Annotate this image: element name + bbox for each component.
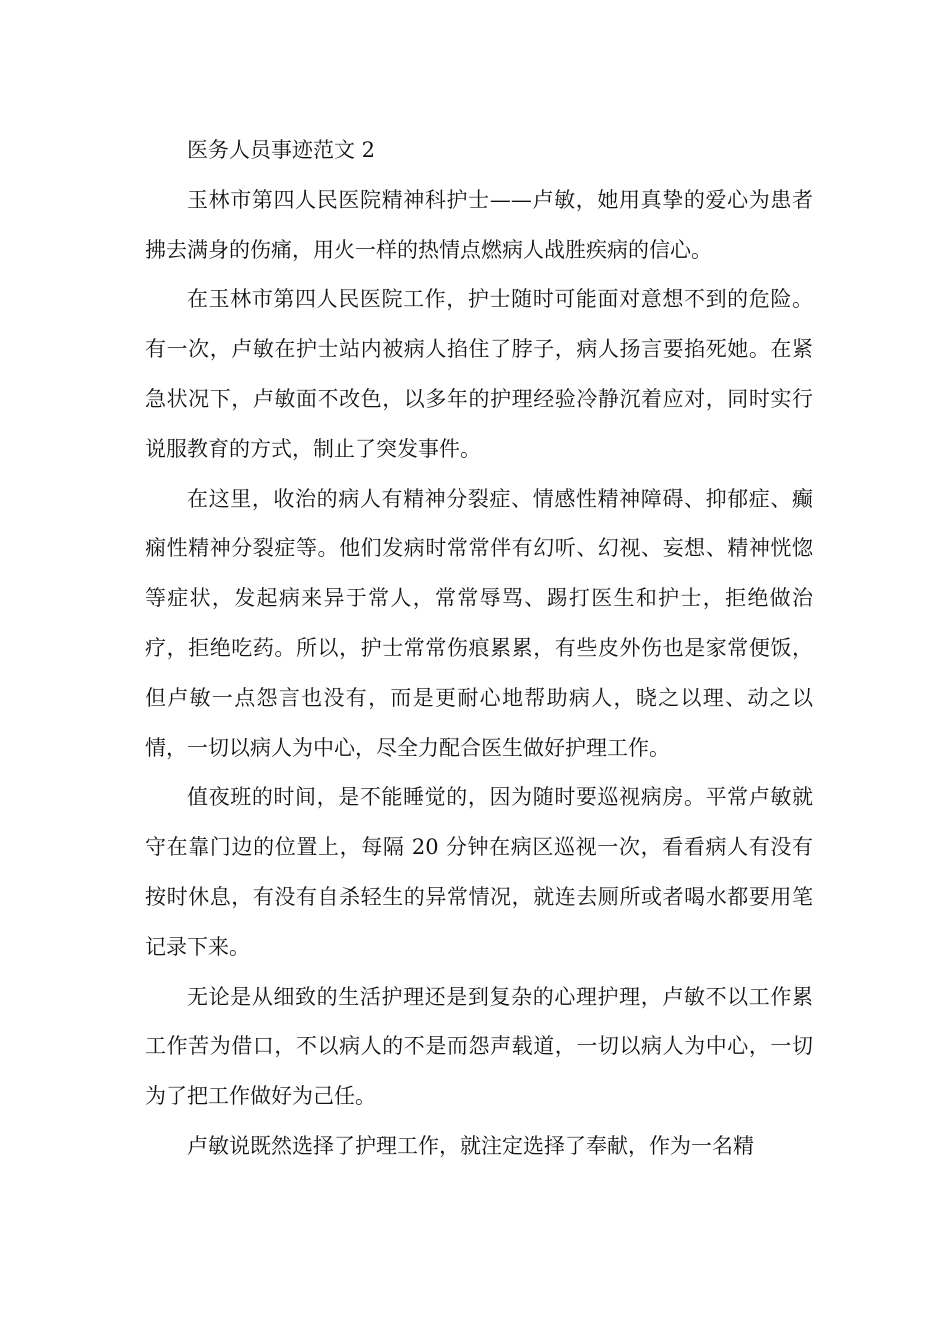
paragraph-4: 值夜班的时间，是不能睡觉的，因为随时要巡视病房。平常卢敏就守在靠门边的位置上，每隔 20 分钟在病区巡视一次，看看病人有没有按时休息，有没有自杀轻生的异常情况，就连去厕所或者喝水都要用笔记录下来。 [145, 785, 813, 959]
document-title: 医务人员事迹范文 2 [187, 138, 376, 162]
paragraph-6: 卢敏说既然选择了护理工作，就注定选择了奉献，作为一名精 [187, 1133, 754, 1158]
paragraph-1: 玉林市第四人民医院精神科护士——卢敏，她用真挚的爱心为患者拂去满身的伤痛，用火一样的热情点燃病人战胜疾病的信心。 [145, 187, 813, 262]
paragraph-2: 在玉林市第四人民医院工作，护士随时可能面对意想不到的危险。有一次，卢敏在护士站内被病人掐住了脖子，病人扬言要掐死她。在紧急状况下，卢敏面不改色，以多年的护理经验冷静沉着应对，同时实行说服教育的方式，制止了突发事件。 [145, 287, 813, 461]
document-body [145, 126, 813, 1172]
paragraph-5: 无论是从细致的生活护理还是到复杂的心理护理，卢敏不以工作累工作苦为借口，不以病人的不是而怨声载道，一切以病人为中心，一切为了把工作做好为己任。 [145, 984, 813, 1109]
paragraph-3: 在这里，收治的病人有精神分裂症、情感性精神障碍、抑郁症、癫痫性精神分裂症等。他们发病时常常伴有幻听、幻视、妄想、精神恍惚等症状，发起病来异于常人，常常辱骂、踢打医生和护士，拒绝做治疗，拒绝吃药。所以，护士常常伤痕累累，有些皮外伤也是家常便饭，但卢敏一点怨言也没有，而是更耐心地帮助病人，晓之以理、动之以情，一切以病人为中心，尽全力配合医生做好护理工作。 [145, 486, 813, 760]
